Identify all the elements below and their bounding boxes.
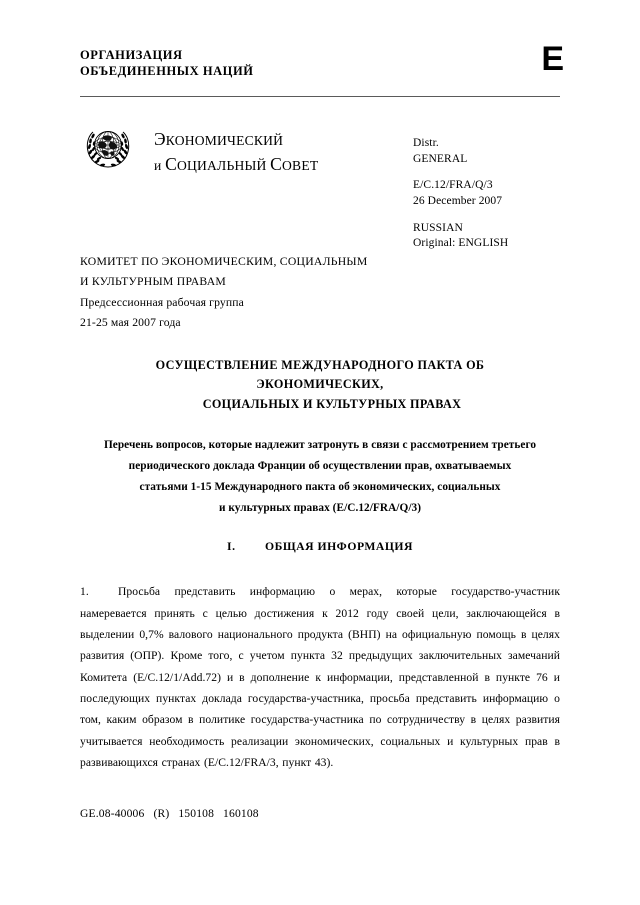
document-subtitle-line4: и культурных правах (E/C.12/FRA/Q/3) bbox=[218, 501, 422, 514]
section-heading bbox=[80, 540, 560, 553]
council-title-line1-rest: КОНОМИЧЕСКИЙ bbox=[165, 133, 284, 148]
document-date: 26 December 2007 bbox=[413, 194, 503, 207]
council-title-council-initial: С bbox=[270, 154, 283, 175]
working-group: Предсессионная рабочая группа bbox=[80, 295, 244, 309]
footer-job-number: GE.08-40006 bbox=[80, 807, 145, 820]
section-heading-text: ОБЩАЯ ИНФОРМАЦИЯ bbox=[265, 540, 413, 554]
footer-date-2: 160108 bbox=[223, 807, 259, 820]
session-dates: 21-25 мая 2007 года bbox=[80, 316, 181, 330]
document-title bbox=[80, 356, 560, 415]
un-emblem bbox=[80, 123, 136, 173]
document-symbol: E/C.12/FRA/Q/3 bbox=[413, 179, 493, 192]
emblem-container bbox=[80, 119, 154, 173]
committee-name-line1: КОМИТЕТ ПО ЭКОНОМИЧЕСКИМ, СОЦИАЛЬНЫМ bbox=[80, 254, 368, 268]
masthead bbox=[80, 0, 564, 79]
document-original-language: Original: ENGLISH bbox=[413, 237, 509, 250]
paragraph-1-text: Просьба представить информацию о мерах, которые государство-участник намеревается принять с целью достижения к 2012 году своей цели, заключающейся в выделении 0,7% валового национального продукта (ВНП) на официальную помощь в целях развития (ОПР). Кроме того, с учетом пункта 32 предыдущих заключительных замечаний Комитета (E/C.12/1/Add.72) и в дополнение к информации, представленной в пункте 76 и последующих пунктах доклада государства-участника, просьба представить информацию о том, каким образом в политике государства-участника по сотрудничеству в целях развития учитывается необходимость реализации экономических, социальных и культурных прав в развивающихся странах (E/C.12/FRA/3, пункт 43). bbox=[80, 585, 560, 770]
council-title-social-rest: ОЦИАЛЬНЫЙ bbox=[176, 158, 267, 174]
council-title-conjunction: и bbox=[154, 158, 166, 174]
document-title-line1: ОСУЩЕСТВЛЕНИЕ МЕЖДУНАРОДНОГО ПАКТА ОБ ЭКОНОМИЧЕСКИХ, bbox=[155, 357, 485, 392]
document-subtitle-line3: статьями 1-15 Международного пакта об экономических, социальных bbox=[139, 480, 501, 493]
document-subtitle bbox=[80, 435, 560, 519]
paragraph-1 bbox=[80, 581, 560, 773]
distribution-block bbox=[413, 136, 508, 252]
organization-name-line1: ОРГАНИЗАЦИЯ bbox=[80, 48, 183, 62]
organization-name bbox=[80, 47, 254, 79]
document-subtitle-line1: Перечень вопросов, которые надлежит затронуть в связи с рассмотрением третьего bbox=[103, 438, 537, 451]
distr-label: Distr. bbox=[413, 137, 439, 149]
organization-name-line2: ОБЪЕДИНЕННЫХ НАЦИЙ bbox=[80, 64, 254, 78]
document-symbol-letter: E bbox=[541, 40, 564, 78]
committee-name-line2: И КУЛЬТУРНЫМ ПРАВАМ bbox=[80, 275, 227, 289]
paragraph-1-number: 1. bbox=[80, 585, 89, 599]
section-numeral: I. bbox=[227, 540, 236, 554]
masthead-divider bbox=[80, 96, 560, 97]
footer bbox=[80, 807, 259, 820]
document-subtitle-line2: периодического доклада Франции об осуществлении прав, охватываемых bbox=[128, 459, 512, 472]
council-title-line1-initial: Э bbox=[154, 129, 166, 149]
footer-date-1: 150108 bbox=[178, 807, 215, 820]
document-title-line2: СОЦИАЛЬНЫХ И КУЛЬТУРНЫХ ПРАВАХ bbox=[202, 397, 462, 412]
committee-block bbox=[80, 252, 560, 334]
distr-value: GENERAL bbox=[413, 152, 468, 165]
footer-language-code: (R) bbox=[153, 807, 170, 820]
council-title-council-rest: ОВЕТ bbox=[282, 158, 319, 174]
document-language: RUSSIAN bbox=[413, 221, 463, 234]
council-title-social-initial: С bbox=[165, 154, 177, 175]
